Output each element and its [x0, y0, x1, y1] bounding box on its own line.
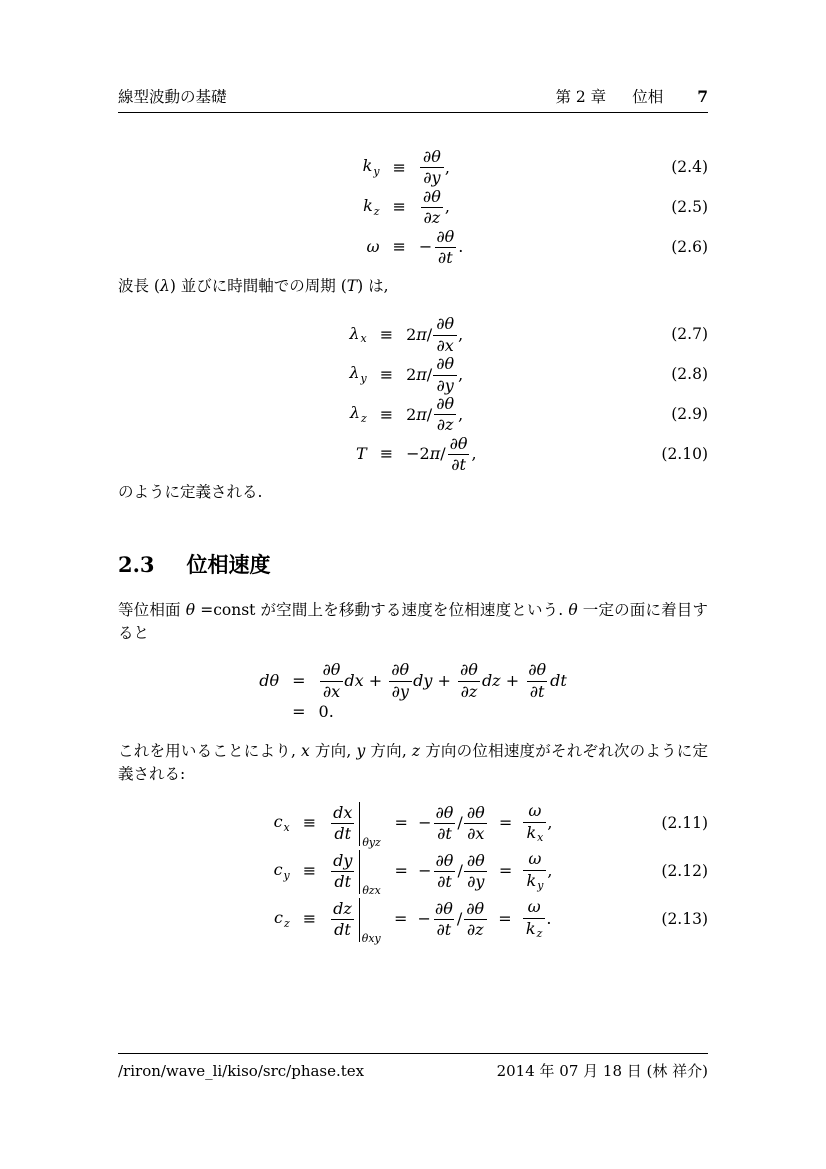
subscript: x — [283, 820, 290, 834]
math-roman-text: = — [488, 909, 522, 929]
equation-rhs — [319, 703, 334, 721]
math-roman-text: / — [457, 861, 463, 881]
equation-rhs — [406, 395, 463, 435]
math-roman-text: , — [471, 444, 477, 464]
math-italic-text: ∂θ — [436, 393, 455, 413]
math-roman-text: 波長 ( — [118, 277, 160, 296]
math-italic-text: θxy — [361, 932, 381, 946]
footer-file-path: /riron/wave_li/kiso/src/phase.tex — [118, 1062, 365, 1080]
math-italic-text: ∂θ — [466, 898, 485, 918]
equation-rhs — [419, 188, 450, 228]
math-roman-text: のように定義される. — [118, 483, 263, 502]
fraction — [523, 898, 545, 941]
equation-lhs — [349, 364, 366, 385]
math-italic-text: T — [346, 277, 358, 296]
section-title: 位相速度 — [186, 552, 271, 578]
evaluation-bar — [359, 850, 381, 898]
math-italic-text: ω — [527, 897, 541, 917]
math-italic-text: ∂θ — [436, 226, 455, 246]
equation-relation: ≡ — [302, 861, 317, 881]
math-italic-text: ∂θ — [434, 898, 453, 918]
math-italic-text: ∂x — [322, 681, 341, 701]
math-roman-text: ) は, — [357, 277, 389, 296]
math-italic-text: π — [416, 364, 427, 384]
fraction — [447, 435, 471, 475]
equation-lhs — [366, 238, 379, 256]
math-italic-text: ∂t — [437, 824, 452, 844]
math-italic-text: dx — [344, 671, 364, 691]
math-roman-text: = — [488, 813, 523, 833]
fraction — [330, 900, 355, 940]
math-roman-text: − — [418, 237, 433, 257]
fraction — [433, 228, 457, 268]
math-roman-text: 2 — [406, 364, 417, 384]
math-italic-text: dθ — [259, 671, 280, 691]
math-roman-text: / — [440, 444, 446, 464]
math-roman-text: , — [458, 404, 464, 424]
math-italic-text: θ — [185, 601, 196, 620]
fraction — [433, 395, 457, 435]
fraction — [525, 661, 549, 701]
equation-group-phase-speed — [118, 801, 708, 946]
math-italic-text: ∂t — [451, 455, 466, 475]
math-roman-text: 等位相面 — [118, 601, 186, 620]
page-footer — [118, 1053, 708, 1081]
equation-rhs — [319, 661, 567, 701]
math-italic-text: ∂θ — [466, 850, 485, 870]
subscript: y — [373, 165, 380, 179]
equation-rhs — [406, 435, 477, 475]
math-italic-text: ∂θ — [436, 354, 455, 374]
math-italic-text: dt — [334, 824, 352, 844]
fraction — [330, 852, 355, 892]
math-italic-text: ∂θ — [422, 147, 441, 166]
math-roman-text: = − — [384, 813, 432, 833]
equation-number: (2.10) — [661, 444, 708, 463]
equation-group-dtheta — [118, 661, 708, 721]
math-roman-text: + — [500, 671, 525, 691]
math-italic-text: π — [416, 325, 427, 345]
math-italic-text: $k_x$ — [526, 822, 544, 845]
math-roman-text: . — [458, 237, 464, 257]
subscript: y — [360, 372, 367, 386]
equation-number: (2.9) — [671, 404, 708, 423]
math-italic-text: ∂z — [460, 681, 478, 701]
subscript: z — [536, 927, 543, 941]
fraction — [463, 900, 487, 940]
math-italic-text: T — [356, 444, 367, 464]
equation-relation: ≡ — [379, 325, 394, 345]
math-italic-text: dy — [413, 671, 433, 691]
math-italic-text: ∂x — [467, 824, 485, 844]
paragraph-wavelength-intro — [118, 275, 708, 298]
math-italic-text: dz — [333, 898, 352, 918]
math-italic-text: ∂y — [467, 872, 485, 892]
equation-lhs — [349, 325, 366, 346]
header-doc-title: 線型波動の基礎 — [118, 88, 227, 106]
fraction — [420, 148, 444, 188]
equation-relation: = — [292, 702, 306, 722]
math-italic-text: $\lambda_x$ — [349, 323, 367, 346]
equation-relation: ≡ — [379, 404, 394, 424]
fraction — [464, 852, 488, 892]
fraction — [523, 802, 546, 845]
math-roman-text: 方向, — [309, 741, 357, 760]
equation-rhs — [406, 315, 463, 355]
fraction — [388, 661, 412, 701]
equation-number: (2.8) — [671, 365, 708, 384]
equation-number: (2.11) — [661, 813, 708, 832]
math-italic-text: ∂t — [436, 920, 452, 940]
section-heading — [118, 552, 708, 578]
evaluation-bar — [359, 802, 381, 850]
equation-rhs — [329, 849, 553, 898]
math-italic-text: $c_z$ — [273, 907, 290, 930]
paragraph-phase-surface — [118, 599, 708, 645]
math-italic-text: ∂θ — [422, 186, 441, 206]
math-roman-text: / — [457, 813, 463, 833]
equation-number: (2.4) — [671, 157, 708, 176]
math-italic-text: dz — [481, 671, 501, 691]
equation-relation: ≡ — [379, 444, 394, 464]
math-italic-text: ∂θ — [391, 660, 410, 680]
math-italic-text: x — [301, 741, 310, 760]
math-roman-text: 2 — [406, 404, 417, 424]
fraction — [420, 188, 444, 228]
math-roman-text: =const が空間上を移動する速度を位相速度という. — [195, 601, 569, 620]
math-roman-text: , — [547, 861, 553, 881]
math-italic-text: z — [411, 741, 421, 760]
equation-lhs — [274, 861, 290, 882]
paragraph-directions — [118, 740, 708, 786]
math-roman-text: , — [458, 364, 464, 384]
equation-lhs — [356, 445, 367, 463]
math-italic-text: ∂θ — [436, 314, 455, 334]
equation-lhs — [350, 404, 367, 425]
footer-rule — [118, 1053, 708, 1054]
math-roman-text: / — [456, 909, 463, 929]
fraction — [432, 900, 456, 940]
math-italic-text: dt — [550, 671, 567, 691]
math-roman-text: + — [363, 671, 388, 691]
math-italic-text: θzx — [362, 884, 381, 898]
math-italic-text: ∂x — [436, 335, 454, 355]
math-italic-text: dy — [333, 850, 353, 870]
math-italic-text: $k_y$ — [526, 870, 544, 893]
math-italic-text: θyz — [362, 836, 381, 850]
math-roman-text: / — [426, 364, 433, 384]
fraction — [320, 661, 344, 701]
math-italic-text: ω — [366, 237, 380, 257]
math-roman-text: 一定の面に着目すると — [118, 601, 708, 643]
equation-rhs — [419, 228, 463, 268]
math-italic-text: ∂θ — [322, 660, 341, 680]
math-italic-text: ∂θ — [466, 802, 485, 822]
math-italic-text: ω — [528, 849, 542, 869]
math-italic-text: ∂z — [466, 920, 484, 940]
math-italic-text: dt — [334, 872, 352, 892]
math-roman-text: −2 — [406, 444, 430, 464]
fraction — [433, 315, 457, 355]
math-roman-text: , — [444, 157, 450, 177]
equation-number: (2.12) — [661, 861, 708, 880]
subscript: z — [283, 916, 290, 930]
equation-relation: ≡ — [392, 197, 406, 217]
math-roman-text: 方向, — [365, 741, 412, 760]
math-roman-text: 0. — [318, 702, 334, 722]
math-italic-text: y — [356, 741, 366, 760]
math-roman-text: , — [444, 197, 450, 217]
equation-lhs — [363, 197, 379, 218]
equation-relation: ≡ — [302, 909, 317, 929]
page-header — [118, 0, 708, 107]
equation-number: (2.13) — [661, 909, 708, 928]
subscript: y — [283, 868, 290, 882]
equation-rhs — [406, 355, 463, 395]
fraction — [457, 661, 481, 701]
paragraph-defined — [118, 481, 708, 504]
header-chapter-info — [555, 87, 708, 107]
equation-lhs — [274, 909, 290, 930]
math-italic-text: ∂θ — [435, 850, 454, 870]
math-italic-text: dt — [334, 920, 351, 940]
equation-relation: ≡ — [379, 364, 394, 384]
math-italic-text: ∂θ — [449, 433, 468, 453]
equation-relation: = — [292, 671, 306, 691]
math-roman-text: + — [432, 671, 457, 691]
math-italic-text: ∂y — [391, 681, 409, 701]
math-italic-text: λ — [159, 277, 170, 296]
subscript: x — [360, 332, 367, 346]
math-italic-text: ∂z — [436, 415, 454, 435]
equation-group-wavelength — [118, 315, 708, 474]
header-chapter: 第 2 章 — [555, 88, 607, 106]
fraction — [330, 804, 355, 844]
subscript: y — [537, 879, 544, 893]
equation-relation: ≡ — [392, 157, 406, 177]
math-italic-text: ∂t — [437, 872, 452, 892]
header-rule — [118, 112, 708, 113]
math-italic-text: dx — [333, 802, 353, 822]
equation-lhs — [363, 157, 380, 178]
equation-number: (2.7) — [671, 325, 708, 344]
math-italic-text: π — [416, 404, 427, 424]
math-italic-text: ∂t — [437, 247, 453, 267]
fraction — [433, 852, 457, 892]
math-roman-text: = — [488, 861, 523, 881]
evaluation-bar — [359, 898, 381, 946]
math-italic-text: ∂z — [423, 208, 441, 228]
math-roman-text: . — [546, 909, 552, 929]
fraction — [464, 804, 488, 844]
math-italic-text: ∂y — [436, 375, 454, 395]
equation-number: (2.5) — [671, 197, 708, 216]
math-italic-text: $\lambda_z$ — [349, 403, 367, 425]
math-italic-text: $c_x$ — [273, 811, 290, 834]
math-roman-text: これを用いることにより, — [118, 741, 302, 760]
section-number: 2.3 — [118, 552, 155, 578]
math-roman-text: , — [458, 325, 464, 345]
fraction — [433, 804, 457, 844]
header-page-number: 7 — [697, 87, 708, 106]
header-chapter-title: 位相 — [632, 88, 664, 106]
fraction — [433, 355, 457, 395]
math-italic-text: $k_z$ — [363, 196, 380, 218]
math-roman-text: , — [547, 813, 553, 833]
math-italic-text: $\lambda_y$ — [349, 363, 367, 386]
math-roman-text: / — [426, 325, 433, 345]
subscript: z — [360, 411, 367, 425]
equation-rhs — [329, 897, 552, 946]
math-italic-text: ∂θ — [528, 660, 547, 680]
subscript: z — [373, 204, 380, 218]
equation-number: (2.6) — [671, 237, 708, 256]
math-italic-text: ∂θ — [435, 802, 454, 822]
math-roman-text: ) 並びに時間軸での周期 ( — [169, 277, 347, 296]
equation-group-wavenumber — [118, 148, 708, 267]
footer-date-author: 2014 年 07 月 18 日 (林 祥介) — [496, 1062, 708, 1080]
math-italic-text: $k_z$ — [525, 918, 543, 941]
equation-lhs — [274, 813, 290, 834]
fraction — [523, 850, 546, 893]
math-roman-text: / — [426, 404, 433, 424]
math-italic-text: ∂t — [529, 681, 545, 701]
math-roman-text: = − — [384, 861, 432, 881]
math-italic-text: $c_y$ — [273, 859, 290, 882]
math-roman-text: 方向の位相速度がそれぞれ次のように定義される: — [118, 741, 708, 783]
math-italic-text: ω — [528, 801, 542, 821]
math-roman-text: 2 — [406, 325, 417, 345]
math-italic-text: π — [429, 444, 441, 464]
equation-lhs — [259, 672, 279, 690]
math-italic-text: $k_y$ — [362, 156, 380, 179]
math-italic-text: θ — [568, 601, 578, 620]
subscript: x — [537, 831, 544, 845]
equation-rhs — [419, 148, 450, 188]
math-italic-text: ∂y — [423, 168, 441, 188]
equation-relation: ≡ — [392, 237, 406, 257]
equation-rhs — [329, 801, 553, 850]
math-roman-text: = − — [383, 909, 431, 929]
math-italic-text: ∂θ — [460, 660, 478, 680]
equation-relation: ≡ — [302, 813, 317, 833]
